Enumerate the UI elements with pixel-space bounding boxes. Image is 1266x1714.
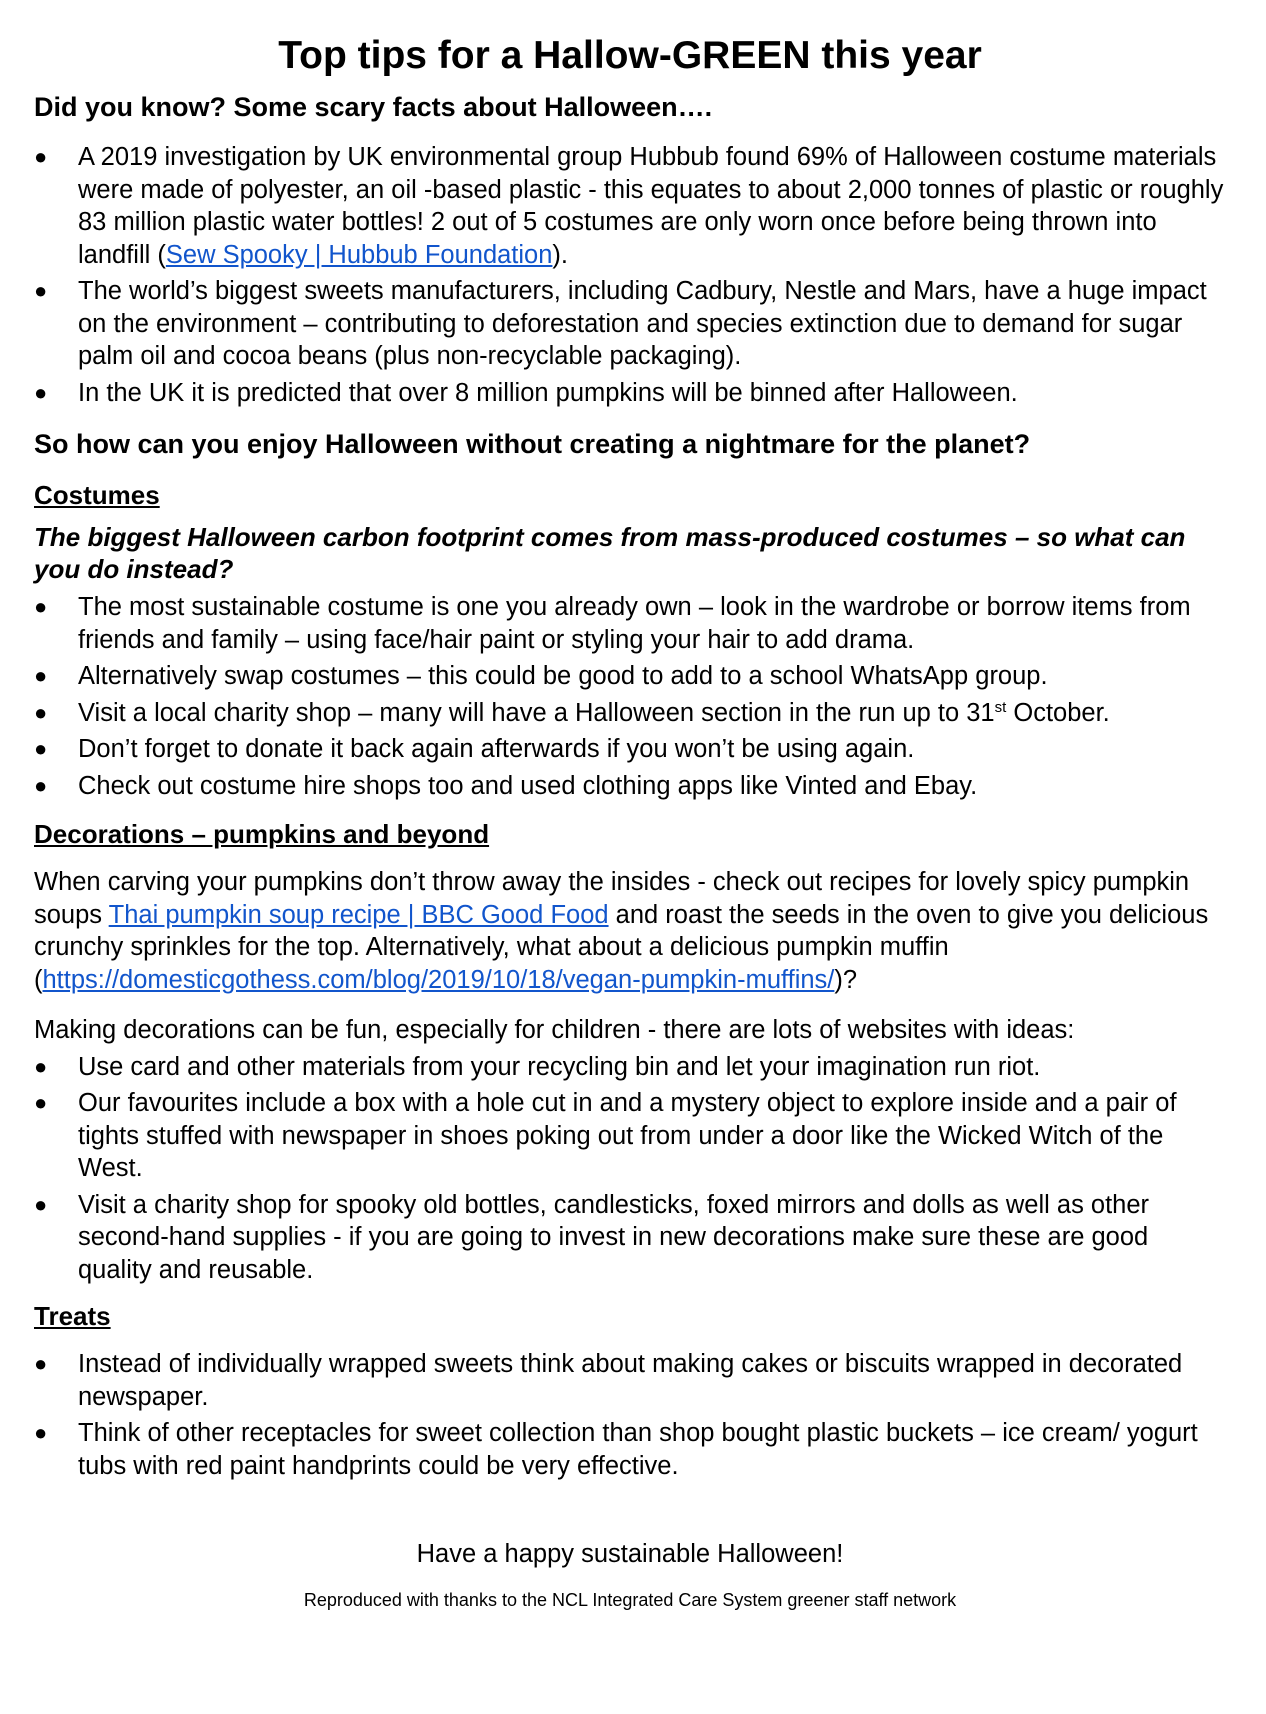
list-item: ● Our favourites include a box with a hole cut in and a mystery object to explore inside and a pair of tights stuffed with newspaper in shoes poking out from under a door like the Wicked Witch of the West. — [34, 1089, 1177, 1182]
bullet-icon: ● — [34, 1351, 48, 1376]
bbc-recipe-link[interactable]: Thai pumpkin soup recipe | BBC Good Food — [108, 900, 609, 929]
credit-line: Reproduced with thanks to the NCL Integrated Care System greener staff network — [303, 1590, 957, 1610]
list-item: ● Visit a charity shop for spooky old bottles, candlesticks, foxed mirrors and dolls as well as other second-hand supplies - if you are going to invest in new decorations make sure these are good quality and reusable. — [34, 1190, 1150, 1284]
list-item: ● The most sustainable costume is one you already own – look in the wardrobe or borrow items from friends and family – using face/hair paint or styling your hair to add drama. — [34, 593, 1191, 654]
bullet-icon: ● — [34, 663, 48, 688]
list-item: ● The world’s biggest sweets manufacturers, including Cadbury, Nestle and Mars, have a huge impact on the environment – contributing to deforestation and species extinction due to demand for sugar palm oil and cocoa beans (plus non-recyclable packaging). — [34, 277, 1207, 370]
list-item: ● Alternatively swap costumes – this could be good to add to a school WhatsApp group. — [34, 660, 1226, 693]
hubbub-link[interactable]: Sew Spooky | Hubbub Foundation — [165, 240, 553, 269]
list-item: ● Use card and other materials from your recycling bin and let your imagination run riot. — [34, 1051, 1226, 1084]
bullet-icon: ● — [34, 772, 48, 798]
costumes-heading: Costumes — [34, 480, 160, 510]
facts-list — [34, 141, 1226, 409]
list-item: ● In the UK it is predicted that over 8 million pumpkins will be binned after Halloween. — [34, 377, 1226, 410]
bullet-icon: ● — [34, 699, 48, 725]
costumes-list — [34, 591, 1226, 802]
list-item: ● Check out costume hire shops too and used clothing apps like Vinted and Ebay. — [34, 770, 1226, 803]
bullet-icon: ● — [34, 1420, 48, 1445]
bullet-icon: ● — [34, 1053, 48, 1079]
bullet-icon: ● — [34, 278, 48, 303]
closing-message: Have a happy sustainable Halloween! — [416, 1540, 844, 1568]
bullet-icon: ● — [34, 736, 48, 761]
costumes-lead: The biggest Halloween carbon footprint comes from mass-produced costumes – so what can you do instead? — [34, 522, 1186, 584]
list-item: ● Instead of individually wrapped sweets think about making cakes or biscuits wrapped in decorated newspaper. — [34, 1350, 1183, 1411]
bullet-icon: ● — [34, 1191, 48, 1217]
decorations-paragraph-2: Making decorations can be fun, especially for children - there are lots of websites with ideas: — [34, 1016, 1075, 1044]
treats-list — [34, 1348, 1226, 1482]
list-item: ● Don’t forget to donate it back again afterwards if you won’t be using again. — [34, 733, 1226, 766]
decorations-heading: Decorations – pumpkins and beyond — [34, 819, 490, 849]
decorations-list — [34, 1051, 1226, 1287]
decorations-paragraph-1: When carving your pumpkins don’t throw away the insides - check out recipes for lovely spicy pumpkin soups Thai pumpkin soup recipe | BBC Good Food and roast the seeds in the oven to give you delicious crunchy sprinkles for the top. Alternatively, what about a delicious pumpkin muffin (https://domesticgothess.com/blog/2019/10/18/vegan-pumpkin-muffins/)? — [34, 868, 1209, 994]
bullet-icon: ● — [34, 1090, 48, 1115]
muffin-recipe-link[interactable]: https://domesticgothess.com/blog/2019/10/18/vegan-pumpkin-muffins/ — [42, 965, 835, 994]
page-title: Top tips for a Hallow-GREEN this year — [278, 34, 982, 77]
treats-heading: Treats — [34, 1301, 111, 1331]
list-item: ● A 2019 investigation by UK environmental group Hubbub found 69% of Halloween costume materials were made of polyester, an oil -based plastic - this equates to about 2,000 tonnes of plastic or roughly 83 million plastic water bottles! 2 out of 5 costumes are only worn once before being thrown into landfill (Sew Spooky | Hubbub Foundation). — [34, 143, 1224, 269]
bullet-icon: ● — [34, 144, 48, 169]
bullet-icon: ● — [34, 379, 48, 405]
list-item: ● Visit a local charity shop – many will have a Halloween section in the run up to 31st October. — [34, 697, 1226, 730]
question-heading: So how can you enjoy Halloween without creating a nightmare for the planet? — [34, 429, 1031, 459]
facts-heading: Did you know? Some scary facts about Halloween…. — [34, 92, 713, 122]
list-item: ● Think of other receptacles for sweet collection than shop bought plastic buckets – ice cream/ yogurt tubs with red paint handprints could be very effective. — [34, 1419, 1198, 1480]
bullet-icon: ● — [34, 594, 48, 619]
